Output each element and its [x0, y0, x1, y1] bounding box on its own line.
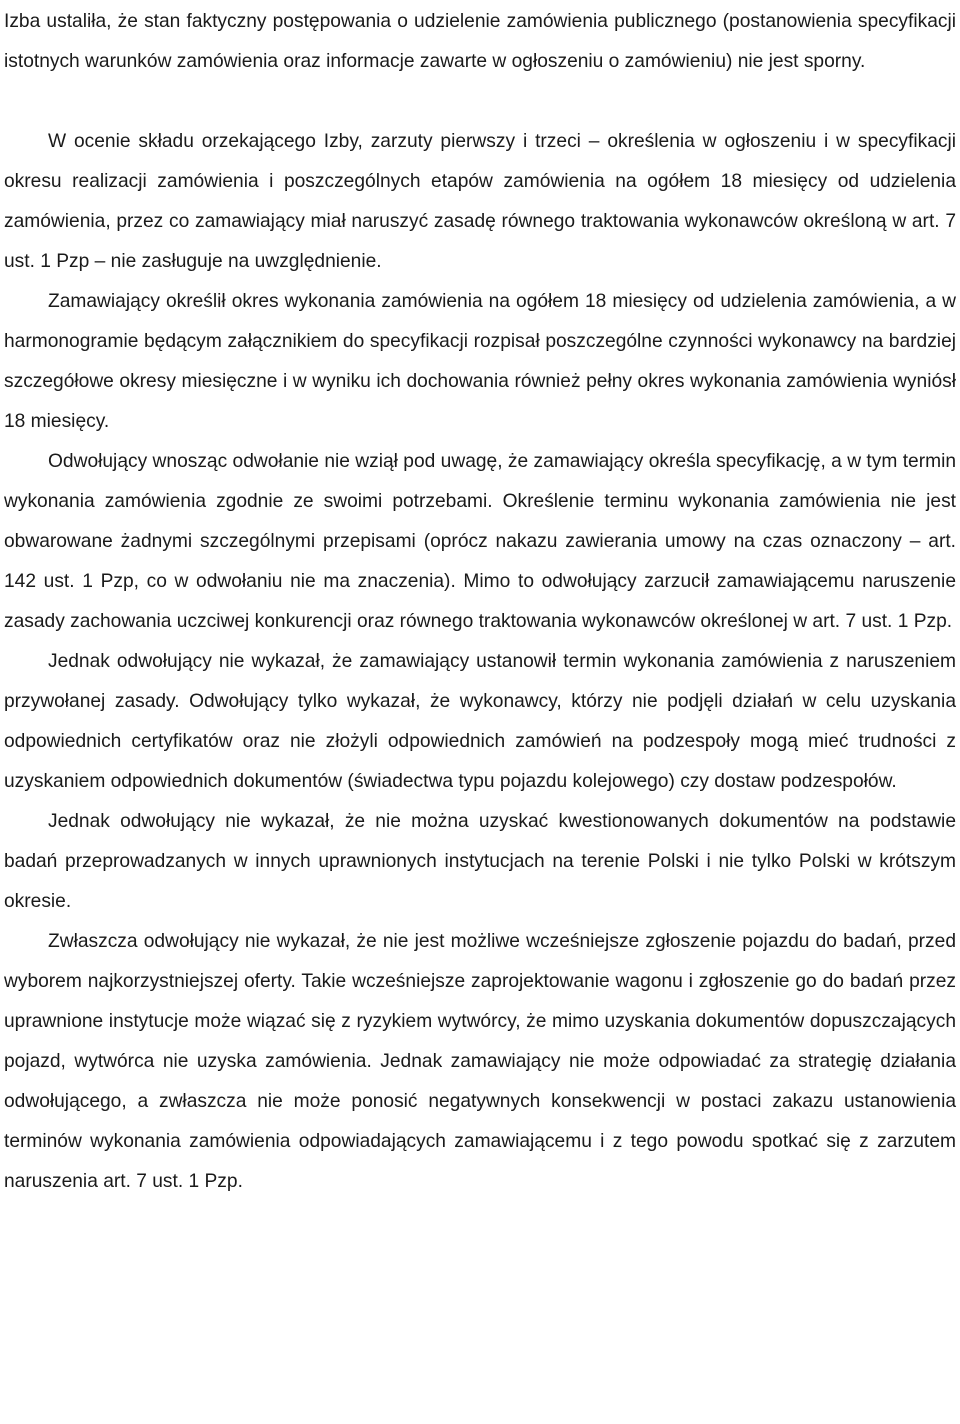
document-page — [4, 0, 956, 1202]
paragraph-early-testing: Zwłaszcza odwołujący nie wykazał, że nie jest możliwe wcześniejsze zgłoszenie pojazdu do badań, przed wyborem najkorzystniejszej oferty. Takie wcześniejsze zaprojektowanie wagonu i zgłoszenie go do badań przez uprawnione instytucje może wiązać się z ryzykiem wytwórcy, że mimo uzyskania dokumentów dopuszczających pojazd, wytwórca nie uzyska zamówienia. Jednak zamawiający nie może odpowiadać za strategię działania odwołującego, a zwłaszcza nie może ponosić negatywnych konsekwencji w postaci zakazu ustanowienia terminów wykonania zamówienia odpowiadających zamawiającemu i z tego powodu spotkać się z zarzutem naruszenia art. 7 ust. 1 Pzp. — [4, 931, 956, 1192]
paragraph-contract-period: Zamawiający określił okres wykonania zamówienia na ogółem 18 miesięcy od udzielenia zamówienia, a w harmonogramie będącym załącznikiem do specyfikacji rozpisał poszczególne czynności wykonawcy na bardziej szczegółowe okresy miesięczne i w wyniku ich dochowania również pełny okres wykonania zamówienia wyniósł 18 miesięcy. — [4, 291, 956, 432]
paragraph-appellant-argument: Odwołujący wnosząc odwołanie nie wziął pod uwagę, że zamawiający określa specyfikację, a w tym termin wykonania zamówienia zgodnie ze swoimi potrzebami. Określenie terminu wykonania zamówienia nie jest obwarowane żadnymi szczególnymi przepisami (oprócz nakazu zawierania umowy na czas oznaczony – art. 142 ust. 1 Pzp, co w odwołaniu nie ma znaczenia). Mimo to odwołujący zarzucił zamawiającemu naruszenie zasady zachowania uczciwej konkurencji oraz równego traktowania wykonawców określonej w art. 7 ust. 1 Pzp. — [4, 451, 956, 632]
paragraph-not-proven-documents: Jednak odwołujący nie wykazał, że nie można uzyskać kwestionowanych dokumentów na podstawie badań przeprowadzanych w innych uprawnionych instytucjach na terenie Polski i nie tylko Polski w krótszym okresie. — [4, 811, 956, 912]
paragraph-findings: Izba ustaliła, że stan faktyczny postępowania o udzielenie zamówienia publicznego (postanowienia specyfikacji istotnych warunków zamówienia oraz informacje zawarte w ogłoszeniu o zamówieniu) nie jest sporny. — [4, 11, 956, 72]
paragraph-not-proven-principle: Jednak odwołujący nie wykazał, że zamawiający ustanowił termin wykonania zamówienia z naruszeniem przywołanej zasady. Odwołujący tylko wykazał, że wykonawcy, którzy nie podjęli działań w celu uzyskania odpowiednich certyfikatów oraz nie złożyli odpowiednich zamówień na podzespoły mogą mieć trudności z uzyskaniem odpowiednich dokumentów (świadectwa typu pojazdu kolejowego) czy dostaw podzespołów. — [4, 651, 956, 792]
paragraph-assessment: W ocenie składu orzekającego Izby, zarzuty pierwszy i trzeci – określenia w ogłoszeniu i w specyfikacji okresu realizacji zamówienia i poszczególnych etapów zamówienia na ogółem 18 miesięcy od udzielenia zamówienia, przez co zamawiający miał naruszyć zasadę równego traktowania wykonawców określoną w art. 7 ust. 1 Pzp – nie zasługuje na uwzględnienie. — [4, 131, 956, 272]
